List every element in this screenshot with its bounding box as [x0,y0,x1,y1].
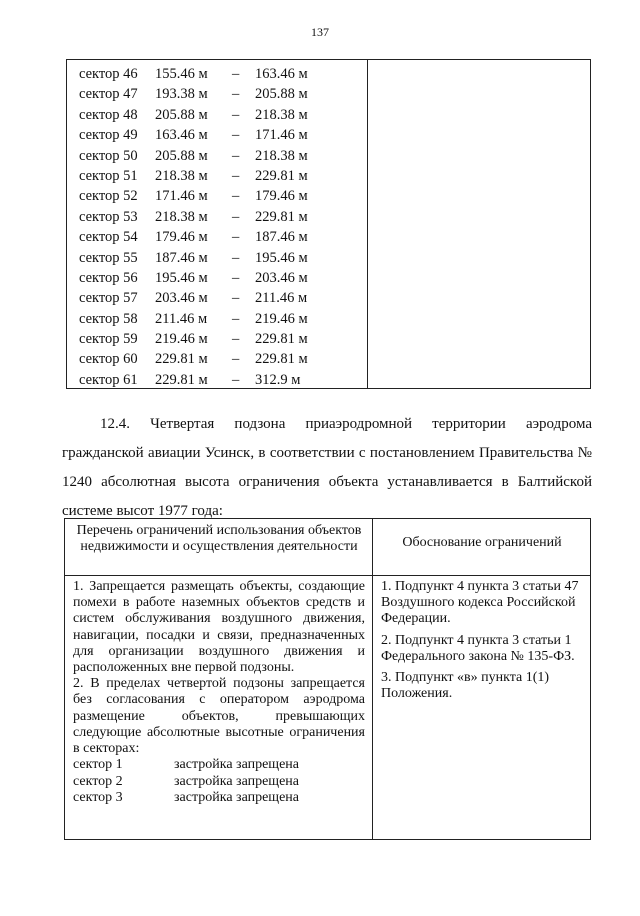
sector-name: сектор 59 [79,331,138,348]
sector-name: сектор 49 [79,127,138,144]
sector-height-table [66,59,591,389]
sector-row [79,248,369,268]
justification-item: 1. Подпункт 4 пункта 3 статьи 47 Воздушного кодекса Российской Федерации. [381,579,579,627]
sector-name: сектор 54 [79,229,138,246]
range-dash: – [232,331,240,348]
range-dash: – [232,208,240,225]
sector-name: сектор 2 [73,773,123,789]
height-to: 171.46 м [255,127,308,144]
height-to: 218.38 м [255,106,308,123]
height-from: 163.46 м [155,127,208,144]
section-paragraph [62,410,592,526]
range-dash: – [232,371,240,388]
sector-restriction: застройка запрещена [174,790,300,806]
height-to: 219.46 м [255,310,308,327]
range-dash: – [232,290,240,307]
height-to: 229.81 м [255,167,308,184]
sector-name: сектор 48 [79,106,138,123]
range-dash: – [232,249,240,266]
sector-row [79,84,369,104]
sector-name: сектор 51 [79,167,138,184]
sector-name: сектор 50 [79,147,138,164]
sector-restriction-row [73,790,365,807]
sector-row [79,370,369,390]
range-dash: – [232,66,240,82]
sector-row [79,125,369,145]
table-header-divider [65,575,590,576]
sector-name: сектор 3 [73,790,123,806]
range-dash: – [232,188,240,205]
height-to: 211.46 м [255,290,308,307]
sector-name: сектор 56 [79,269,138,286]
sector-row [79,146,369,166]
range-dash: – [232,269,240,286]
restrictions-list [73,579,365,807]
height-from: 211.46 м [155,310,208,327]
range-dash: – [232,310,240,327]
range-dash: – [232,167,240,184]
sector-name: сектор 53 [79,208,138,225]
height-to: 187.46 м [255,229,308,246]
restrictions-table [64,518,591,840]
justification-item: 2. Подпункт 4 пункта 3 статьи 1 Федерального закона № 135-ФЗ. [381,632,575,664]
height-to: 229.81 м [255,331,308,348]
sector-restriction: застройка запрещена [174,773,300,789]
header-restrictions-list: Перечень ограничений использования объектов недвижимости и осуществления деятельности [76,523,362,554]
page-number: 137 [311,25,329,39]
height-from: 205.88 м [155,106,208,123]
sector-restriction-list [73,757,365,807]
height-to: 203.46 м [255,269,308,286]
sector-name: сектор 60 [79,351,138,368]
range-dash: – [232,127,240,144]
sector-row [79,227,369,247]
height-to: 312.9 м [255,371,301,388]
restriction-item: 2. В пределах четвертой подзоны запрещается без согласования с оператором аэродрома размещение объектов, превышающих следующие абсолютные высотные ограничения в секторах: [73,676,365,757]
sector-row [79,349,369,369]
height-to: 229.81 м [255,208,308,225]
height-from: 195.46 м [155,269,208,286]
sector-row [79,64,369,84]
sector-name: сектор 1 [73,757,123,773]
height-to: 218.38 м [255,147,308,164]
sector-restriction: застройка запрещена [174,757,300,773]
height-from: 203.46 м [155,290,208,307]
sector-row [79,268,369,288]
height-to: 163.46 м [255,66,308,82]
range-dash: – [232,229,240,246]
height-from: 218.38 м [155,208,208,225]
height-to: 195.46 м [255,249,308,266]
sector-restriction-row [73,774,365,791]
sector-name: сектор 47 [79,86,138,103]
sector-row [79,207,369,227]
height-from: 171.46 м [155,188,208,205]
sector-restriction-row [73,757,365,774]
sector-row [79,288,369,308]
height-to: 179.46 м [255,188,308,205]
height-to: 205.88 м [255,86,308,103]
range-dash: – [232,147,240,164]
height-from: 229.81 м [155,371,208,388]
header-justification: Обоснование ограничений [402,535,562,550]
justification-list [381,579,586,707]
height-from: 219.46 м [155,331,208,348]
sector-row [79,329,369,349]
height-to: 229.81 м [255,351,308,368]
range-dash: – [232,351,240,368]
sector-row [79,186,369,206]
height-from: 218.38 м [155,167,208,184]
height-from: 155.46 м [155,66,208,82]
paragraph-text: 12.4. Четвертая подзона приаэродромной территории аэродрома гражданской авиации Усинск, в соответствии с постановлением Правительства № 1240 абсолютная высота ограничения объекта устанавливается в Балтийской системе высот 1977 года: [62,416,592,519]
sector-name: сектор 46 [79,66,138,82]
height-from: 187.46 м [155,249,208,266]
range-dash: – [232,86,240,103]
sector-name: сектор 55 [79,249,138,266]
sector-name: сектор 52 [79,188,138,205]
table-column-divider [372,519,373,839]
sector-row [79,166,369,186]
height-from: 229.81 м [155,351,208,368]
sector-row [79,105,369,125]
sector-name: сектор 58 [79,310,138,327]
height-from: 179.46 м [155,229,208,246]
height-from: 193.38 м [155,86,208,103]
sector-row [79,309,369,329]
range-dash: – [232,106,240,123]
justification-item: 3. Подпункт «в» пункта 1(1) Положения. [381,670,550,702]
sector-rows [79,64,369,390]
sector-name: сектор 57 [79,290,138,307]
height-from: 205.88 м [155,147,208,164]
sector-name: сектор 61 [79,371,138,388]
restriction-item: 1. Запрещается размещать объекты, создающие помехи в работе наземных объектов средств и систем обслуживания воздушного движения, навигации, посадки и связи, предназначенных для организации воздушного движения и расположенных вне первой подзоны. [73,579,365,676]
